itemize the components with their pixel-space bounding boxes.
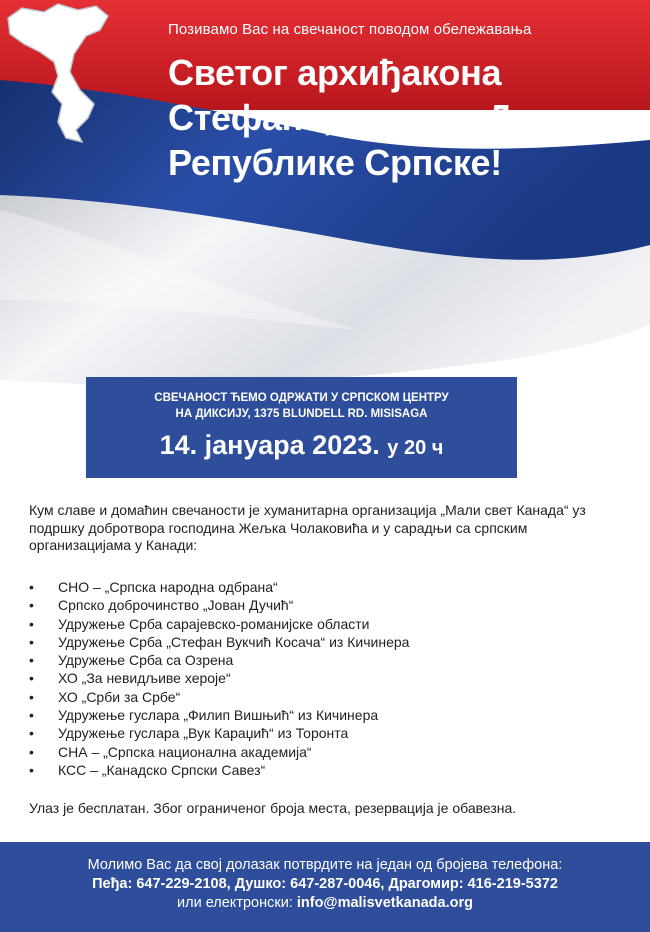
list-item: • Удружење Срба сарајевско-романијске области (29, 615, 370, 632)
event-details-box (86, 377, 517, 478)
event-date: 14. јануара 2023. (159, 430, 380, 460)
email-link[interactable]: info@malisvetkanada.org (296, 895, 473, 911)
page-title (168, 50, 638, 185)
bullet-icon: • (29, 707, 34, 724)
list-item: • Удружење Срба „Стефан Вукчић Косача“ из Кичинера (29, 633, 410, 650)
list-item: • ХО „Срби за Србе“ (29, 688, 181, 705)
venue-line: СВЕЧАНОСТ ЋЕМО ОДРЖАТИ У СРПСКОМ ЦЕНТРУ (154, 392, 449, 404)
title-line: Републике Српске! (168, 142, 502, 183)
list-item: • ХО „За невидљиве хероје“ (29, 670, 231, 687)
bullet-icon: • (29, 725, 34, 742)
republika-srpska-map-icon (0, 0, 120, 145)
title-line: Стефана, славе и Дана (168, 97, 573, 138)
bullet-icon: • (29, 615, 34, 632)
venue-address: НА ДИКСИЈУ, 1375 BLUNDELL RD. MISISAGA (175, 408, 428, 420)
list-item: • СНА – „Српска национална академија“ (29, 743, 312, 760)
entry-note: Улаз је бесплатан. Због ограниченог броја места, резервација је обавезна. (29, 800, 517, 816)
title-line: Светог архиђакона (168, 52, 502, 93)
bullet-icon: • (29, 743, 34, 760)
intro-paragraph: Кум славе и домаћин свечаности је хуманитарна организација „Мали свет Канада“ уз подршку добротвора господина Жељка Чолаковића и у сарадњи са српским организацијама у Канади: (29, 502, 586, 553)
list-item: • Српско доброчинство „Јован Дучић“ (29, 597, 294, 614)
rsvp-phone-numbers: Пеђа: 647-229-2108, Душко: 647-287-0046, Драгомир: 416-219-5372 (92, 876, 558, 892)
bullet-icon: • (29, 688, 34, 705)
email-prefix: или електронски: (177, 895, 293, 911)
event-date-time (86, 428, 517, 465)
rsvp-instruction: Молимо Вас да свој долазак потврдите на један од бројева телефона: (87, 857, 563, 873)
organizations-list (29, 578, 619, 779)
list-item: • СНО – „Српска народна одбрана“ (29, 579, 278, 595)
rsvp-footer (0, 842, 650, 932)
rsvp-email-line (0, 894, 650, 913)
list-item: • КСС – „Канадско Српски Савез“ (29, 761, 266, 778)
invitation-tagline: Позивамо Вас на свечаност поводом обележавања (168, 21, 532, 38)
event-time: у 20 ч (387, 437, 444, 459)
bullet-icon: • (29, 579, 34, 595)
bullet-icon: • (29, 597, 34, 614)
list-item: • Удружење Срба са Озрена (29, 652, 234, 669)
bullet-icon: • (29, 670, 34, 687)
bullet-icon: • (29, 633, 34, 650)
flag-banner (0, 0, 650, 400)
list-item: • Удружење гуслара „Филип Вишњић“ из Кичинера (29, 707, 379, 724)
bullet-icon: • (29, 652, 34, 669)
bullet-icon: • (29, 761, 34, 778)
list-item: • Удружење гуслара „Вук Караџић“ из Торонта (29, 725, 349, 742)
